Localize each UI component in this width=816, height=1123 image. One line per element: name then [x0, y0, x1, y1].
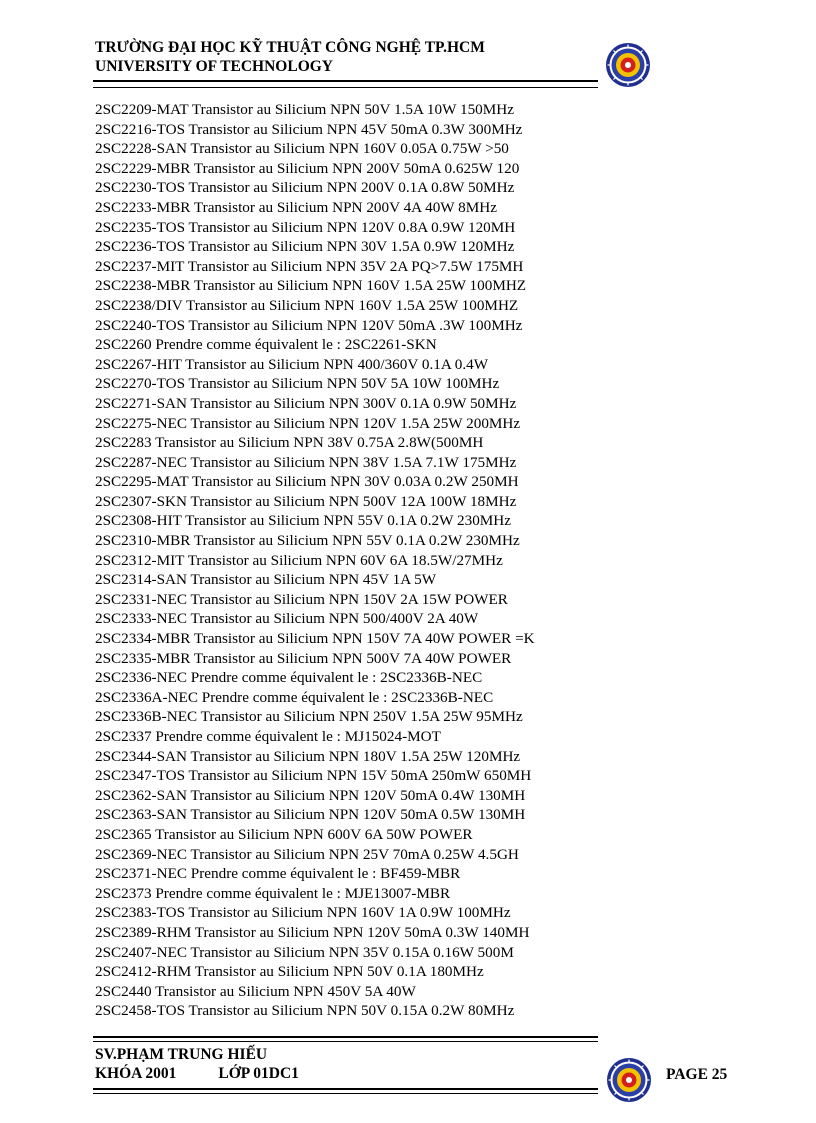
list-item: 2SC2310-MBR Transistor au Silicium NPN 55V 0.1A 0.2W 230MHz	[95, 532, 520, 550]
list-item: 2SC2458-TOS Transistor au Silicium NPN 50V 0.15A 0.2W 80MHz	[95, 1002, 515, 1020]
list-item: 2SC2237-MIT Transistor au Silicium NPN 35V 2A PQ>7.5W 175MH	[95, 257, 524, 275]
list-item: 2SC2283 Transistor au Silicium NPN 38V 0.75A 2.8W(500MH	[95, 434, 484, 452]
list-item: 2SC2235-TOS Transistor au Silicium NPN 120V 0.8A 0.9W 120MH	[95, 218, 516, 236]
list-item: 2SC2229-MBR Transistor au Silicium NPN 200V 50mA 0.625W 120	[95, 159, 520, 177]
list-item: 2SC2337 Prendre comme équivalent le : MJ15024-MOT	[95, 728, 441, 745]
list-item: 2SC2238-MBR Transistor au Silicium NPN 160V 1.5A 25W 100MHZ	[95, 277, 527, 295]
list-item: 2SC2336A-NEC Prendre comme équivalent le : 2SC2336B-NEC	[95, 688, 494, 706]
list-item: 2SC2271-SAN Transistor au Silicium NPN 300V 0.1A 0.9W 50MHz	[95, 394, 517, 412]
list-item: 2SC2369-NEC Transistor au Silicium NPN 25V 70mA 0.25W 4.5GH	[95, 845, 519, 863]
course-label: KHÓA 2001	[95, 1065, 177, 1082]
list-item: 2SC2373 Prendre comme équivalent le : MJE13007-MBR	[95, 884, 451, 902]
list-item: 2SC2260 Prendre comme équivalent le : 2SC2261-SKN	[95, 336, 437, 354]
list-item: 2SC2334-MBR Transistor au Silicium NPN 150V 7A 40W POWER =K	[95, 630, 535, 648]
footer-bottom-divider	[93, 1088, 598, 1094]
university-seal-icon	[605, 42, 651, 88]
list-item: 2SC2362-SAN Transistor au Silicium NPN 120V 50mA 0.4W 130MH	[95, 786, 526, 804]
list-item: 2SC2314-SAN Transistor au Silicium NPN 45V 1A 5W	[95, 571, 437, 589]
list-item: 2SC2336B-NEC Transistor au Silicium NPN 250V 1.5A 25W 95MHz	[95, 708, 523, 726]
list-item: 2SC2295-MAT Transistor au Silicium NPN 30V 0.03A 0.2W 250MH	[95, 473, 519, 491]
list-item: 2SC2307-SKN Transistor au Silicium NPN 500V 12A 100W 18MHz	[95, 492, 517, 510]
list-item: 2SC2371-NEC Prendre comme équivalent le : BF459-MBR	[95, 865, 461, 883]
list-item: 2SC2389-RHM Transistor au Silicium NPN 120V 50mA 0.3W 140MH	[95, 923, 530, 941]
university-name-english: UNIVERSITY OF TECHNOLOGY	[95, 58, 333, 75]
page-number: PAGE 25	[666, 1066, 728, 1083]
page-header	[95, 38, 595, 76]
course-class-line	[95, 1064, 595, 1083]
list-item: 2SC2228-SAN Transistor au Silicium NPN 160V 0.05A 0.75W >50	[95, 140, 509, 158]
list-item: 2SC2312-MIT Transistor au Silicium NPN 60V 6A 18.5W/27MHz	[95, 551, 503, 569]
list-item: 2SC2440 Transistor au Silicium NPN 450V 5A 40W	[95, 982, 416, 1000]
university-seal-icon	[606, 1057, 652, 1103]
footer-divider	[93, 1036, 598, 1042]
page-footer	[95, 1045, 595, 1083]
list-item: 2SC2412-RHM Transistor au Silicium NPN 50V 0.1A 180MHz	[95, 963, 484, 981]
list-item: 2SC2383-TOS Transistor au Silicium NPN 160V 1A 0.9W 100MHz	[95, 904, 511, 922]
list-item: 2SC2335-MBR Transistor au Silicium NPN 500V 7A 40W POWER	[95, 649, 512, 667]
list-item: 2SC2407-NEC Transistor au Silicium NPN 35V 0.15A 0.16W 500M	[95, 943, 514, 961]
student-name: SV.PHẠM TRUNG HIẾU	[95, 1046, 268, 1063]
university-name-vietnamese: TRƯỜNG ĐẠI HỌC KỸ THUẬT CÔNG NGHỆ TP.HCM	[95, 39, 485, 56]
list-item: 2SC2267-HIT Transistor au Silicium NPN 400/360V 0.1A 0.4W	[95, 355, 489, 373]
header-divider	[93, 80, 598, 88]
list-item: 2SC2233-MBR Transistor au Silicium NPN 200V 4A 40W 8MHz	[95, 198, 497, 216]
list-item: 2SC2230-TOS Transistor au Silicium NPN 200V 0.1A 0.8W 50MHz	[95, 179, 515, 197]
list-item: 2SC2216-TOS Transistor au Silicium NPN 45V 50mA 0.3W 300MHz	[95, 120, 523, 138]
list-item: 2SC2363-SAN Transistor au Silicium NPN 120V 50mA 0.5W 130MH	[95, 806, 526, 824]
list-item: 2SC2308-HIT Transistor au Silicium NPN 55V 0.1A 0.2W 230MHz	[95, 512, 512, 530]
transistor-list	[95, 100, 595, 1021]
list-item: 2SC2275-NEC Transistor au Silicium NPN 120V 1.5A 25W 200MHz	[95, 414, 521, 432]
list-item: 2SC2336-NEC Prendre comme équivalent le : 2SC2336B-NEC	[95, 669, 483, 687]
list-item: 2SC2209-MAT Transistor au Silicium NPN 50V 1.5A 10W 150MHz	[95, 101, 514, 118]
list-item: 2SC2333-NEC Transistor au Silicium NPN 500/400V 2A 40W	[95, 610, 479, 628]
list-item: 2SC2238/DIV Transistor au Silicium NPN 160V 1.5A 25W 100MHZ	[95, 296, 519, 314]
list-item: 2SC2240-TOS Transistor au Silicium NPN 120V 50mA .3W 100MHz	[95, 316, 523, 334]
list-item: 2SC2347-TOS Transistor au Silicium NPN 15V 50mA 250mW 650MH	[95, 767, 532, 785]
list-item: 2SC2365 Transistor au Silicium NPN 600V 6A 50W POWER	[95, 825, 473, 843]
list-item: 2SC2344-SAN Transistor au Silicium NPN 180V 1.5A 25W 120MHz	[95, 747, 521, 765]
list-item: 2SC2287-NEC Transistor au Silicium NPN 38V 1.5A 7.1W 175MHz	[95, 453, 517, 471]
list-item: 2SC2236-TOS Transistor au Silicium NPN 30V 1.5A 0.9W 120MHz	[95, 238, 515, 256]
list-item: 2SC2331-NEC Transistor au Silicium NPN 150V 2A 15W POWER	[95, 590, 508, 608]
list-item: 2SC2270-TOS Transistor au Silicium NPN 50V 5A 10W 100MHz	[95, 375, 500, 393]
class-label: LỚP 01DC1	[218, 1065, 299, 1082]
